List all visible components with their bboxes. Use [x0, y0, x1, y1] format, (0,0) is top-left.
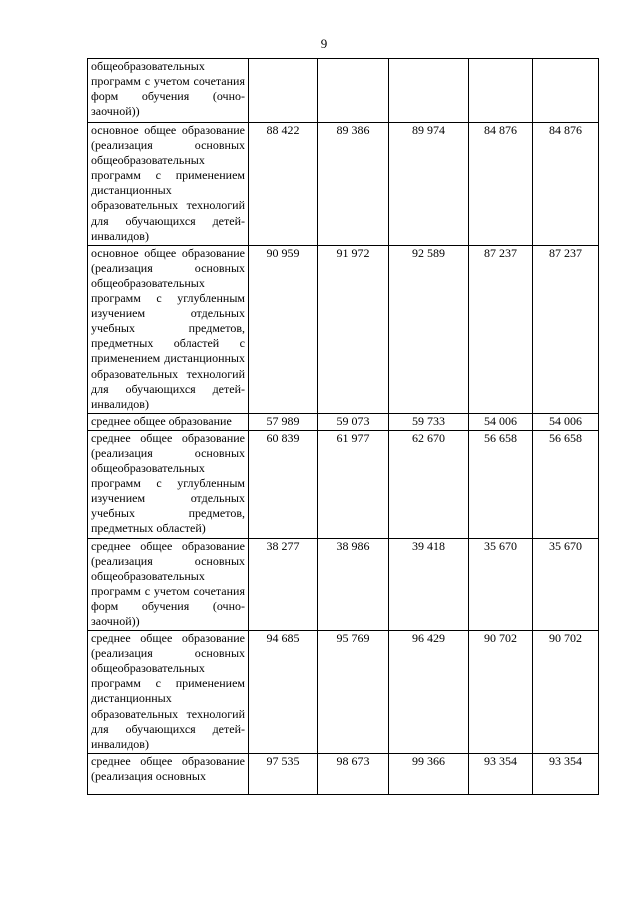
table-body [88, 59, 599, 795]
row-label: общеобразовательных программ с учетом сочетания форм обучения (очно-заочной)) [88, 59, 249, 123]
education-cost-table [87, 58, 599, 795]
row-value: 93 354 [533, 753, 599, 794]
row-value: 94 685 [249, 631, 318, 754]
row-label: среднее общее образование (реализация основных общеобразовательных программ с применением дистанционных образовательных технологий для обучающихся детей-инвалидов) [88, 631, 249, 754]
row-value: 90 959 [249, 245, 318, 413]
row-value: 54 006 [533, 413, 599, 430]
table-row [88, 413, 599, 430]
table-row [88, 245, 599, 413]
table-row [88, 753, 599, 794]
row-value: 97 535 [249, 753, 318, 794]
table-row [88, 59, 599, 123]
row-value: 56 658 [533, 430, 599, 538]
table-row [88, 631, 599, 754]
row-value: 62 670 [389, 430, 469, 538]
row-value: 90 702 [533, 631, 599, 754]
row-value: 56 658 [469, 430, 533, 538]
row-value: 84 876 [533, 123, 599, 246]
row-value: 98 673 [318, 753, 389, 794]
row-value: 91 972 [318, 245, 389, 413]
row-value: 61 977 [318, 430, 389, 538]
row-value: 96 429 [389, 631, 469, 754]
table-row [88, 430, 599, 538]
row-value [249, 59, 318, 123]
row-label: основное общее образование (реализация основных общеобразовательных программ с применением дистанционных образовательных технологий для обучающихся детей-инвалидов) [88, 123, 249, 246]
row-value: 35 670 [469, 538, 533, 631]
table-row [88, 123, 599, 246]
row-value: 90 702 [469, 631, 533, 754]
row-value: 54 006 [469, 413, 533, 430]
row-value: 38 277 [249, 538, 318, 631]
row-value: 95 769 [318, 631, 389, 754]
row-value: 92 589 [389, 245, 469, 413]
row-value [318, 59, 389, 123]
row-value: 59 733 [389, 413, 469, 430]
row-value: 88 422 [249, 123, 318, 246]
row-value: 59 073 [318, 413, 389, 430]
row-value: 39 418 [389, 538, 469, 631]
row-value: 89 974 [389, 123, 469, 246]
row-label: среднее общее образование (реализация основных общеобразовательных программ с углубленным изучением отдельных учебных предметов, предметных областей) [88, 430, 249, 538]
row-label: среднее общее образование [88, 413, 249, 430]
row-label: среднее общее образование (реализация основных [88, 753, 249, 794]
row-value [533, 59, 599, 123]
row-value: 99 366 [389, 753, 469, 794]
row-value: 60 839 [249, 430, 318, 538]
row-value: 87 237 [469, 245, 533, 413]
row-value: 93 354 [469, 753, 533, 794]
row-value [469, 59, 533, 123]
row-value: 38 986 [318, 538, 389, 631]
row-value: 35 670 [533, 538, 599, 631]
row-value: 84 876 [469, 123, 533, 246]
table-row [88, 538, 599, 631]
page-number: 9 [320, 36, 328, 51]
row-label: среднее общее образование (реализация основных общеобразовательных программ с учетом сочетания форм обучения (очно-заочной)) [88, 538, 249, 631]
row-value: 57 989 [249, 413, 318, 430]
row-value: 87 237 [533, 245, 599, 413]
row-value [389, 59, 469, 123]
row-label: основное общее образование (реализация основных общеобразовательных программ с углубленным изучением отдельных учебных предметов, предметных областей с применением дистанционных образовательных технологий для обучающихся детей-инвалидов) [88, 245, 249, 413]
row-value: 89 386 [318, 123, 389, 246]
